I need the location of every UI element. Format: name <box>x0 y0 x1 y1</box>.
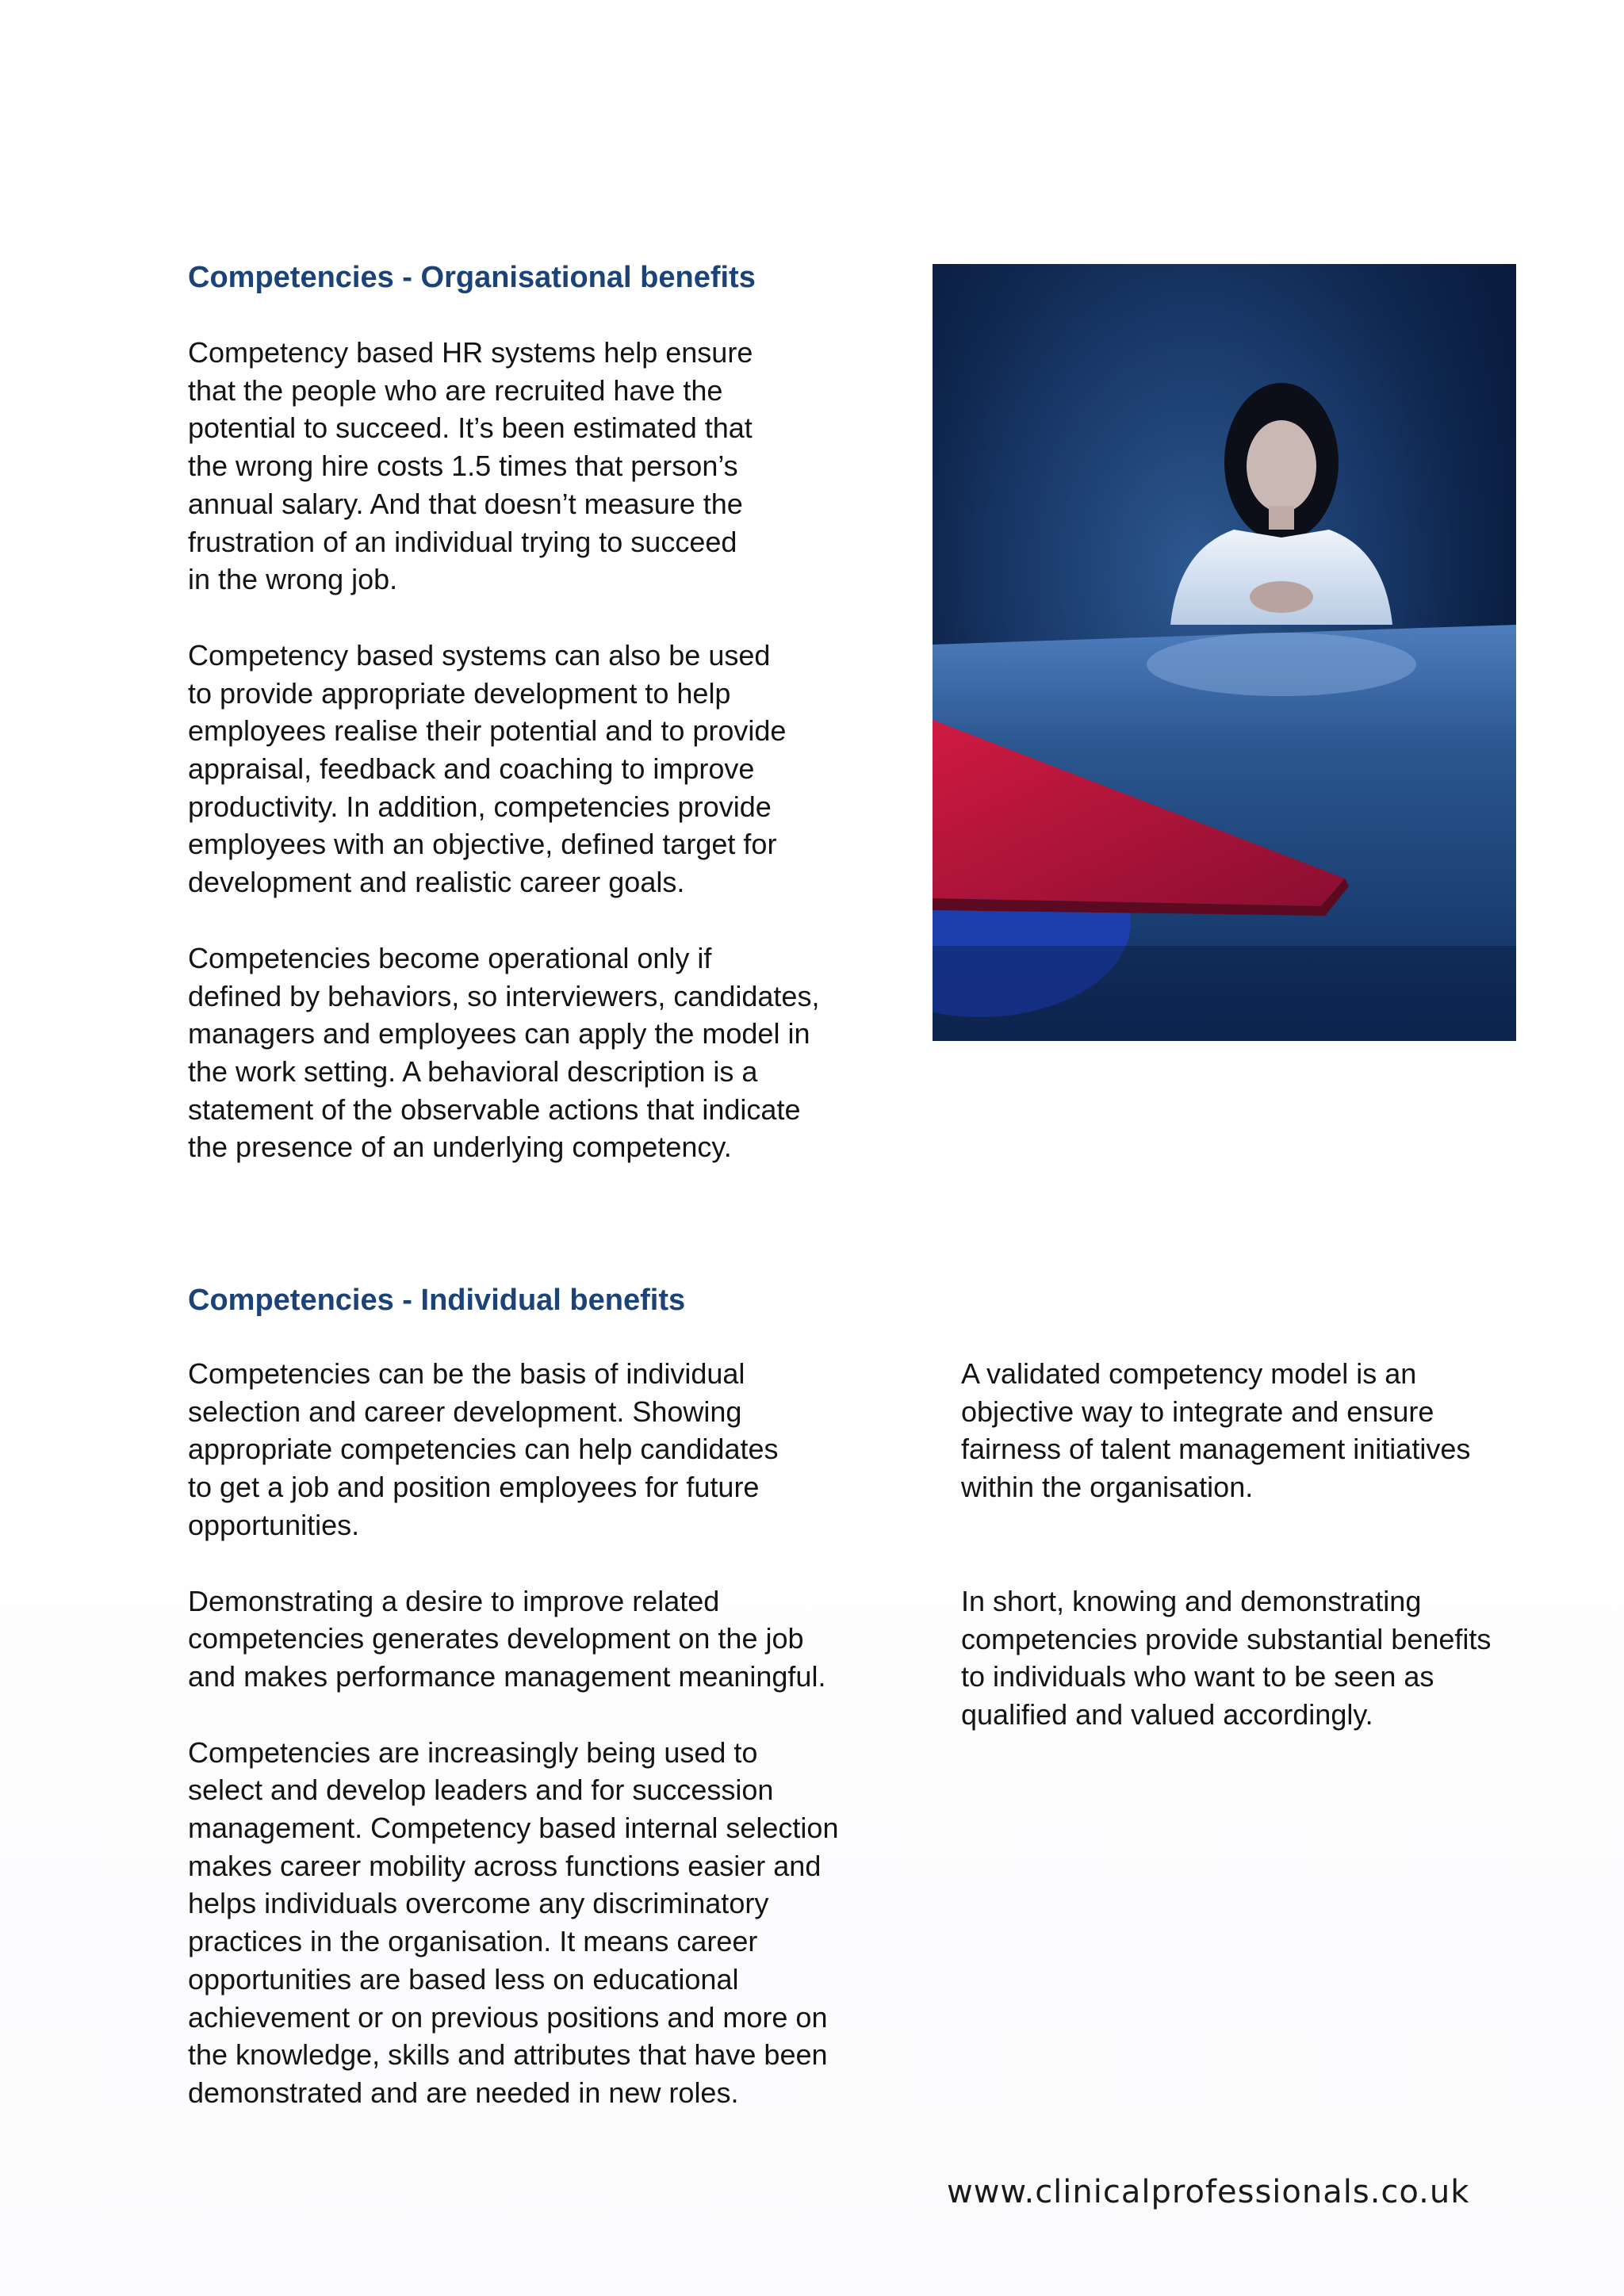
organisational-body <box>188 334 886 1166</box>
individual-left-body <box>188 1355 902 2112</box>
paragraph: Competencies become operational only if defined by behaviors, so interviewers, candidates, managers and employees can apply the model in the work setting. A behavioral description is a statement of the observable actions that indicate the presence of an underlying competency. <box>188 941 820 1164</box>
paragraph: Demonstrating a desire to improve related competencies generates development on the job and makes performance management meaningful. <box>188 1584 826 1693</box>
footer-url[interactable]: www.clinicalprofessionals.co.uk <box>947 2174 1470 2210</box>
paragraph: Competencies are increasingly being used to select and develop leaders and for succession management. Competency based internal selection makes career mobility across functions easier and helps individuals overcome any discriminatory practices in the organisation. It means career opportunities are based less on educational achievement or on previous positions and more on the knowledge, skills and attributes that have been demonstrated and are needed in new roles. <box>188 1735 839 2109</box>
paragraph: Competency based HR systems help ensure that the people who are recruited have the potential to succeed. It’s been estimated that the wrong hire costs 1.5 times that person’s annual salary. And that doesn’t measure the frustration of an individual trying to succeed in the wrong job. <box>188 336 753 596</box>
section-heading-organisational: Competencies - Organisational benefits <box>188 261 756 294</box>
section-heading-individual: Competencies - Individual benefits <box>188 1284 686 1317</box>
paragraph: Competencies can be the basis of individual selection and career development. Showing appropriate competencies can help candidates to get a job and position employees for future opportunities. <box>188 1357 779 1541</box>
boardroom-photo <box>933 264 1516 1041</box>
individual-right-body <box>961 1355 1580 1734</box>
paragraph: A validated competency model is an objective way to integrate and ensure fairness of talent management initiatives within the organisation. <box>961 1357 1471 1504</box>
paragraph: In short, knowing and demonstrating competencies provide substantial benefits to individuals who want to be seen as qualified and valued accordingly. <box>961 1584 1492 1731</box>
paragraph: Competency based systems can also be used to provide appropriate development to help employees realise their potential and to provide appraisal, feedback and coaching to improve productivity. In addition, competencies provide employees with an objective, defined target for development and realistic career goals. <box>188 638 787 899</box>
